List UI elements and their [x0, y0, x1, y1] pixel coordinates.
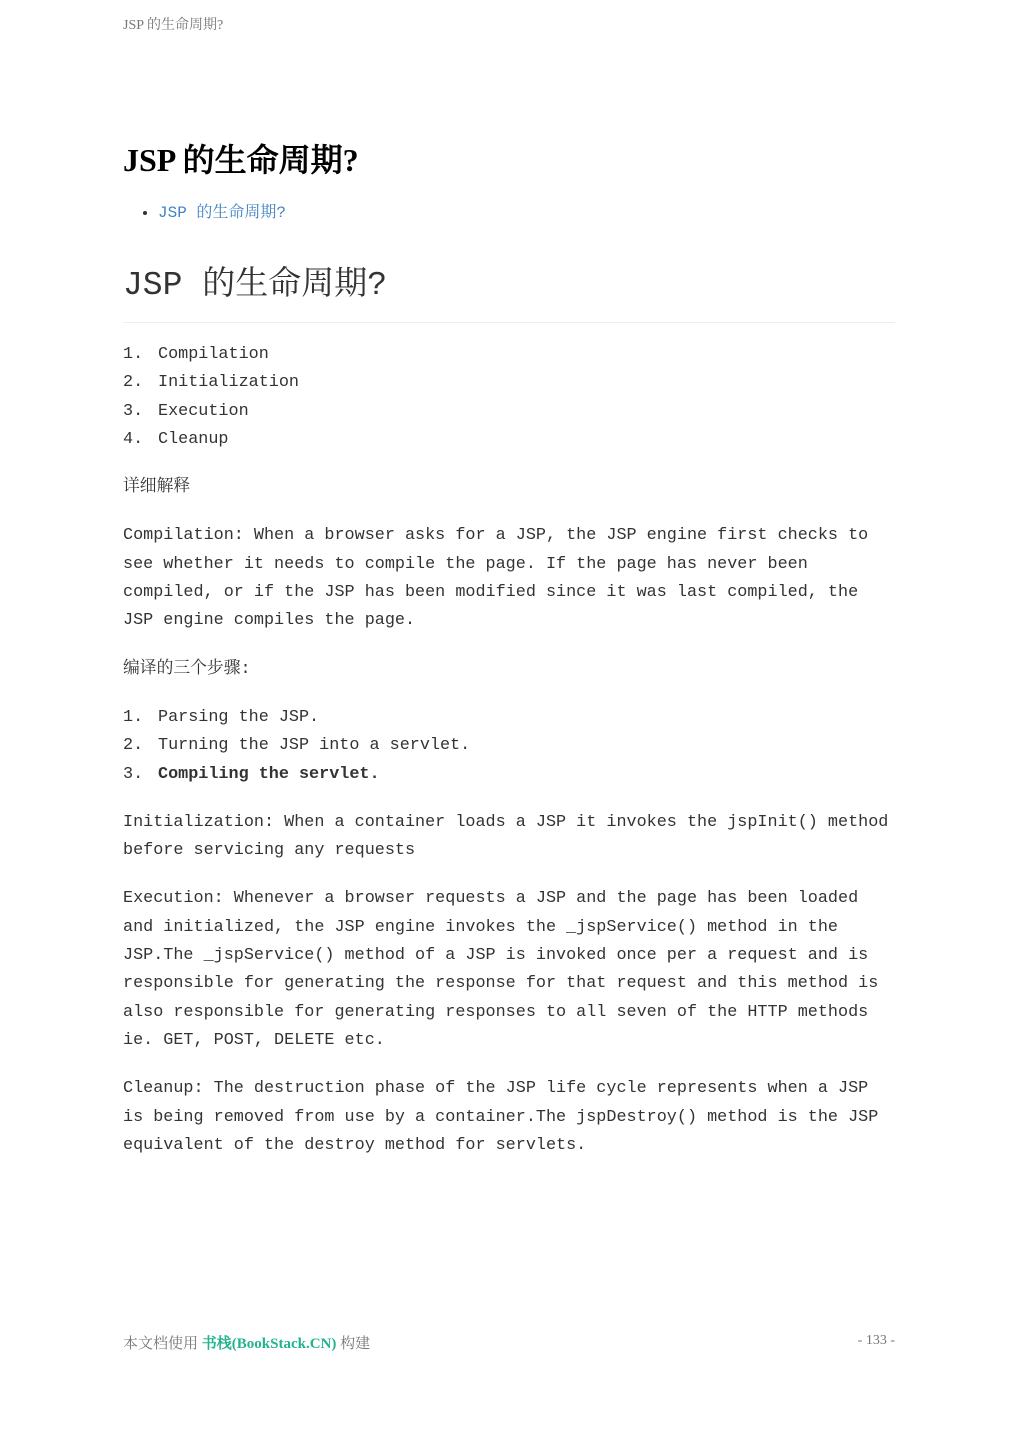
detail-label: 详细解释 — [123, 478, 191, 498]
toc-item — [158, 202, 895, 224]
initialization-paragraph: Initialization: When a container loads a JSP it invokes the jspInit() method before servicing any requests — [123, 812, 889, 861]
footer-suffix: 构建 — [336, 1336, 371, 1352]
list-item — [123, 341, 895, 369]
phase-list — [123, 341, 895, 454]
list-item-text: Turning the JSP into a servlet. — [158, 736, 471, 756]
list-number: 3. — [123, 764, 144, 784]
compilation-paragraph: Compilation: When a browser asks for a JSP, the JSP engine first checks to see whether it needs to compile the page. If the page has never been compiled, or if the JSP has been modified since it was last compiled, the JSP engine compiles the page. — [123, 526, 869, 631]
list-item-text: Initialization — [158, 373, 299, 393]
footer-brand-link[interactable]: 书栈(BookStack.CN) — [201, 1336, 337, 1352]
execution-paragraph: Execution: Whenever a browser requests a JSP and the page has been loaded and initialized, the JSP engine invokes the _jspService() method in the JSP.The _jspService() method of a JSP is invoked once per a request and is responsible for generating the response for that request and this method is also responsible for generating responses to all seven of the HTTP methods ie. GET, POST, DELETE etc. — [123, 889, 879, 1050]
list-item-text: Compilation — [158, 345, 269, 364]
list-item — [123, 732, 895, 760]
page-title: JSP 的生命周期? — [123, 142, 359, 178]
footer-prefix: 本文档使用 — [123, 1336, 202, 1352]
section-heading: JSP 的生命周期? — [123, 264, 895, 323]
list-item-text: Execution — [158, 401, 249, 421]
list-number: 1. — [123, 345, 144, 364]
page-number: - 133 - — [857, 1333, 895, 1348]
list-item — [123, 426, 895, 454]
document-content — [123, 138, 895, 1160]
list-number: 1. — [123, 707, 144, 727]
footer-credit — [123, 1332, 370, 1353]
list-item — [123, 761, 895, 789]
compilation-steps-list — [123, 704, 895, 789]
running-header: JSP 的生命周期? — [123, 18, 224, 33]
table-of-contents — [123, 202, 895, 224]
list-number: 3. — [123, 401, 144, 421]
list-number: 2. — [123, 373, 144, 393]
list-number: 2. — [123, 736, 144, 756]
list-number: 4. — [123, 429, 144, 449]
list-item — [123, 398, 895, 426]
list-item — [123, 704, 895, 732]
steps-label: 编译的三个步骤: — [123, 659, 251, 679]
toc-link[interactable]: JSP 的生命周期? — [158, 204, 287, 222]
cleanup-paragraph: Cleanup: The destruction phase of the JSP life cycle represents when a JSP is being removed from use by a container.The jspDestroy() method is the JSP equivalent of the destroy method for servlets. — [123, 1079, 879, 1155]
list-item-text: Parsing the JSP. — [158, 707, 320, 727]
list-item-text: Cleanup — [158, 429, 229, 449]
list-item-text: Compiling the servlet. — [158, 764, 380, 784]
list-item — [123, 369, 895, 397]
